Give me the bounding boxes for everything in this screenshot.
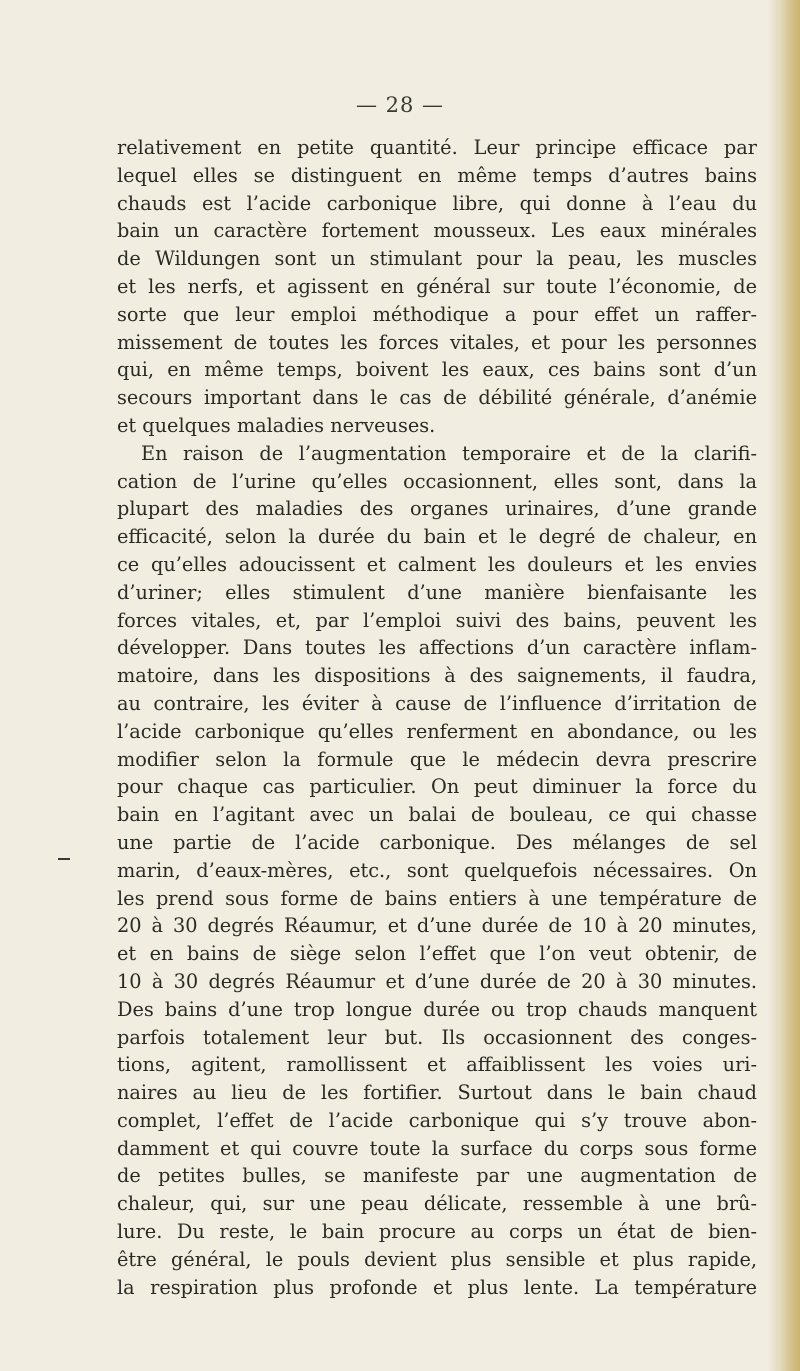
text-line: d’uriner; elles stimulent d’une manière bienfaisante les bbox=[117, 580, 757, 604]
text-line: matoire, dans les dispositions à des saignements, il faudra, bbox=[117, 664, 757, 688]
text-line: 10 à 30 degrés Réaumur et d’une durée de 20 à 30 minutes. bbox=[117, 969, 757, 993]
text-line: la respiration plus profonde et plus lente. La température bbox=[117, 1275, 757, 1299]
text-line: pour chaque cas particulier. On peut diminuer la force du bbox=[117, 775, 757, 799]
text-line: développer. Dans toutes les affections d’un caractère inflam- bbox=[117, 636, 757, 660]
text-line: l’acide carbonique qu’elles renferment en abondance, ou les bbox=[117, 719, 757, 743]
text-line: être général, le pouls devient plus sensible et plus rapide, bbox=[117, 1247, 757, 1271]
text-line: de petites bulles, se manifeste par une augmentation de bbox=[117, 1164, 757, 1188]
text-line: efficacité, selon la durée du bain et le degré de chaleur, en bbox=[117, 525, 757, 549]
text-line: lure. Du reste, le bain procure au corps un état de bien- bbox=[117, 1220, 757, 1244]
text-line: plupart des maladies des organes urinaires, d’une grande bbox=[117, 497, 757, 521]
text-line: Des bains d’une trop longue durée ou trop chauds manquent bbox=[117, 997, 757, 1021]
text-line: secours important dans le cas de débilité générale, d’anémie bbox=[117, 386, 757, 410]
page-edge-shadow bbox=[768, 0, 778, 1371]
margin-mark bbox=[58, 858, 70, 860]
text-line: missement de toutes les forces vitales, et pour les personnes bbox=[117, 330, 757, 354]
text-line: au contraire, les éviter à cause de l’influence d’irritation de bbox=[117, 691, 757, 715]
text-line: de Wildungen sont un stimulant pour la peau, les muscles bbox=[117, 247, 757, 271]
page-edge bbox=[778, 0, 800, 1371]
text-line: En raison de l’augmentation temporaire et de la clarifi- bbox=[141, 441, 757, 465]
page-number: — 28 — bbox=[355, 93, 445, 117]
text-line: parfois totalement leur but. Ils occasionnent des conges- bbox=[117, 1025, 757, 1049]
text-line: et en bains de siège selon l’effet que l’on veut obtenir, de bbox=[117, 942, 757, 966]
text-line: bain en l’agitant avec un balai de bouleau, ce qui chasse bbox=[117, 803, 757, 827]
text-line: sorte que leur emploi méthodique a pour effet un raffer- bbox=[117, 302, 757, 326]
text-line: complet, l’effet de l’acide carbonique qui s’y trouve abon- bbox=[117, 1108, 757, 1132]
text-line: tions, agitent, ramollissent et affaiblissent les voies uri- bbox=[117, 1053, 757, 1077]
text-line: bain un caractère fortement mousseux. Les eaux minérales bbox=[117, 219, 757, 243]
text-line: ce qu’elles adoucissent et calment les douleurs et les envies bbox=[117, 552, 757, 576]
text-line: qui, en même temps, boivent les eaux, ces bains sont d’un bbox=[117, 358, 757, 382]
text-line: 20 à 30 degrés Réaumur, et d’une durée de 10 à 20 minutes, bbox=[117, 914, 757, 938]
text-line: marin, d’eaux-mères, etc., sont quelquefois nécessaires. On bbox=[117, 858, 757, 882]
text-line: forces vitales, et, par l’emploi suivi des bains, peuvent les bbox=[117, 608, 757, 632]
text-line: une partie de l’acide carbonique. Des mélanges de sel bbox=[117, 830, 757, 854]
text-line: et les nerfs, et agissent en général sur toute l’économie, de bbox=[117, 274, 757, 298]
text-line: modifier selon la formule que le médecin devra prescrire bbox=[117, 747, 757, 771]
text-line: chauds est l’acide carbonique libre, qui donne à l’eau du bbox=[117, 191, 757, 215]
text-line: cation de l’urine qu’elles occasionnent, elles sont, dans la bbox=[117, 469, 757, 493]
text-line: chaleur, qui, sur une peau délicate, ressemble à une brû- bbox=[117, 1192, 757, 1216]
body-text bbox=[117, 134, 757, 1301]
text-line: relativement en petite quantité. Leur principe efficace par bbox=[117, 136, 757, 159]
text-line: naires au lieu de les fortifier. Surtout dans le bain chaud bbox=[117, 1081, 757, 1105]
text-line: les prend sous forme de bains entiers à une température de bbox=[117, 886, 757, 910]
text-line: et quelques maladies nerveuses. bbox=[117, 413, 436, 437]
text-line: lequel elles se distinguent en même temps d’autres bains bbox=[117, 163, 757, 187]
text-line: damment et qui couvre toute la surface du corps sous forme bbox=[117, 1136, 757, 1160]
